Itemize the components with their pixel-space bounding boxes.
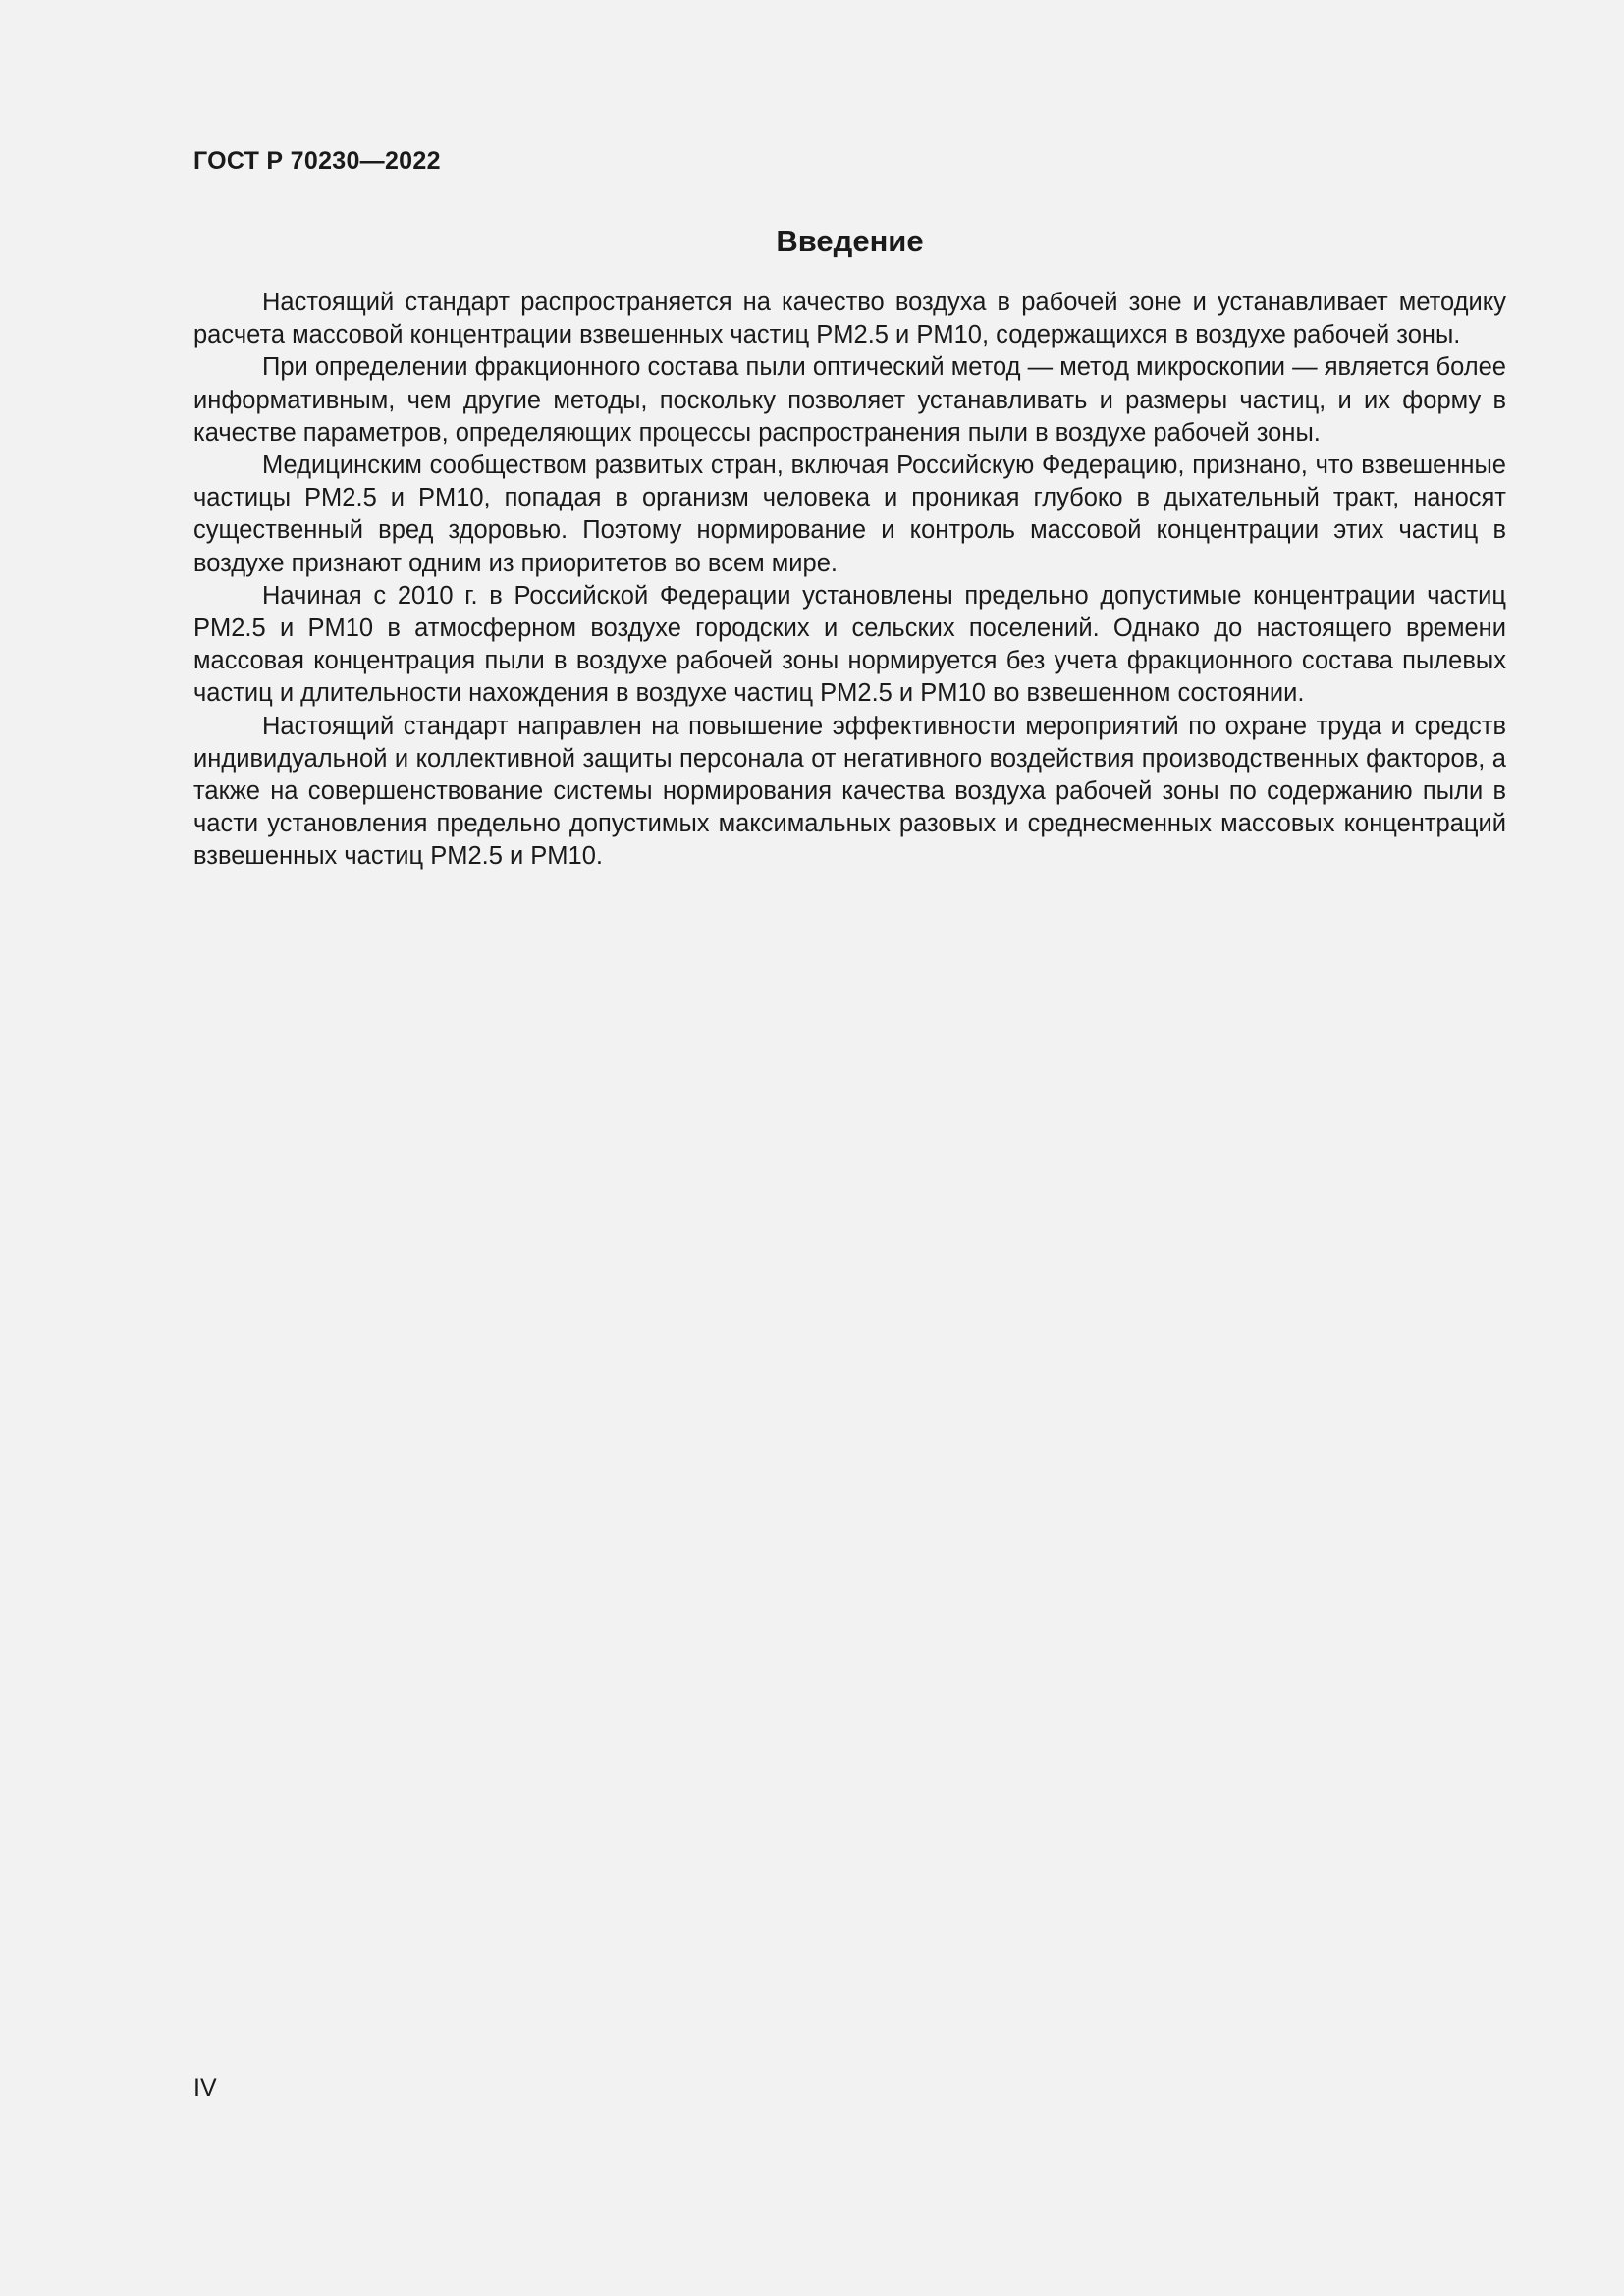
paragraph: Медицинским сообществом развитых стран, включая Российскую Федерацию, признано, что взвешенные частицы PM2.5 и PM10, попадая в организм человека и проникая глубоко в дыхательный тракт, наносят существенный вред здоровью. Поэтому нормирование и контроль массовой концентрации этих частиц в воздухе признают одним из приоритетов во всем мире. [193, 452, 1506, 577]
paragraph: Настоящий стандарт распространяется на качество воздуха в рабочей зоне и устанавливает методику расчета массовой концентрации взвешенных частиц PM2.5 и PM10, содержащихся в воздухе рабочей зоны. [193, 289, 1506, 349]
document-header: ГОСТ Р 70230—2022 [193, 147, 441, 175]
paragraph: Настоящий стандарт направлен на повышение эффективности мероприятий по охране труда и средств индивидуальной и коллективной защиты персонала от негативного воздействия производственных факторов, а также на совершенствование системы нормирования качества воздуха рабочей зоны по содержанию пыли в части установления предельно допустимых максимальных разовых и среднесменных массовых концентраций взвешенных частиц PM2.5 и PM10. [193, 712, 1506, 871]
paragraph: При определении фракционного состава пыли оптический метод — метод микроскопии — является более информативным, чем другие методы, поскольку позволяет устанавливать и размеры частиц, и их форму в качестве параметров, определяющих процессы распространения пыли в воздухе рабочей зоны. [193, 353, 1506, 447]
section-body [193, 287, 1506, 874]
paragraph: Начиная с 2010 г. в Российской Федерации установлены предельно допустимые концентрации частиц PM2.5 и PM10 в атмосферном воздухе городских и сельских поселений. Однако до настоящего времени массовая концентрация пыли в воздухе рабочей зоны нормируется без учета фракционного состава пылевых частиц и длительности нахождения в воздухе частиц PM2.5 и PM10 во взвешенном состоянии. [193, 581, 1506, 708]
page-number: IV [193, 2074, 217, 2102]
section-title: Введение [776, 224, 924, 258]
